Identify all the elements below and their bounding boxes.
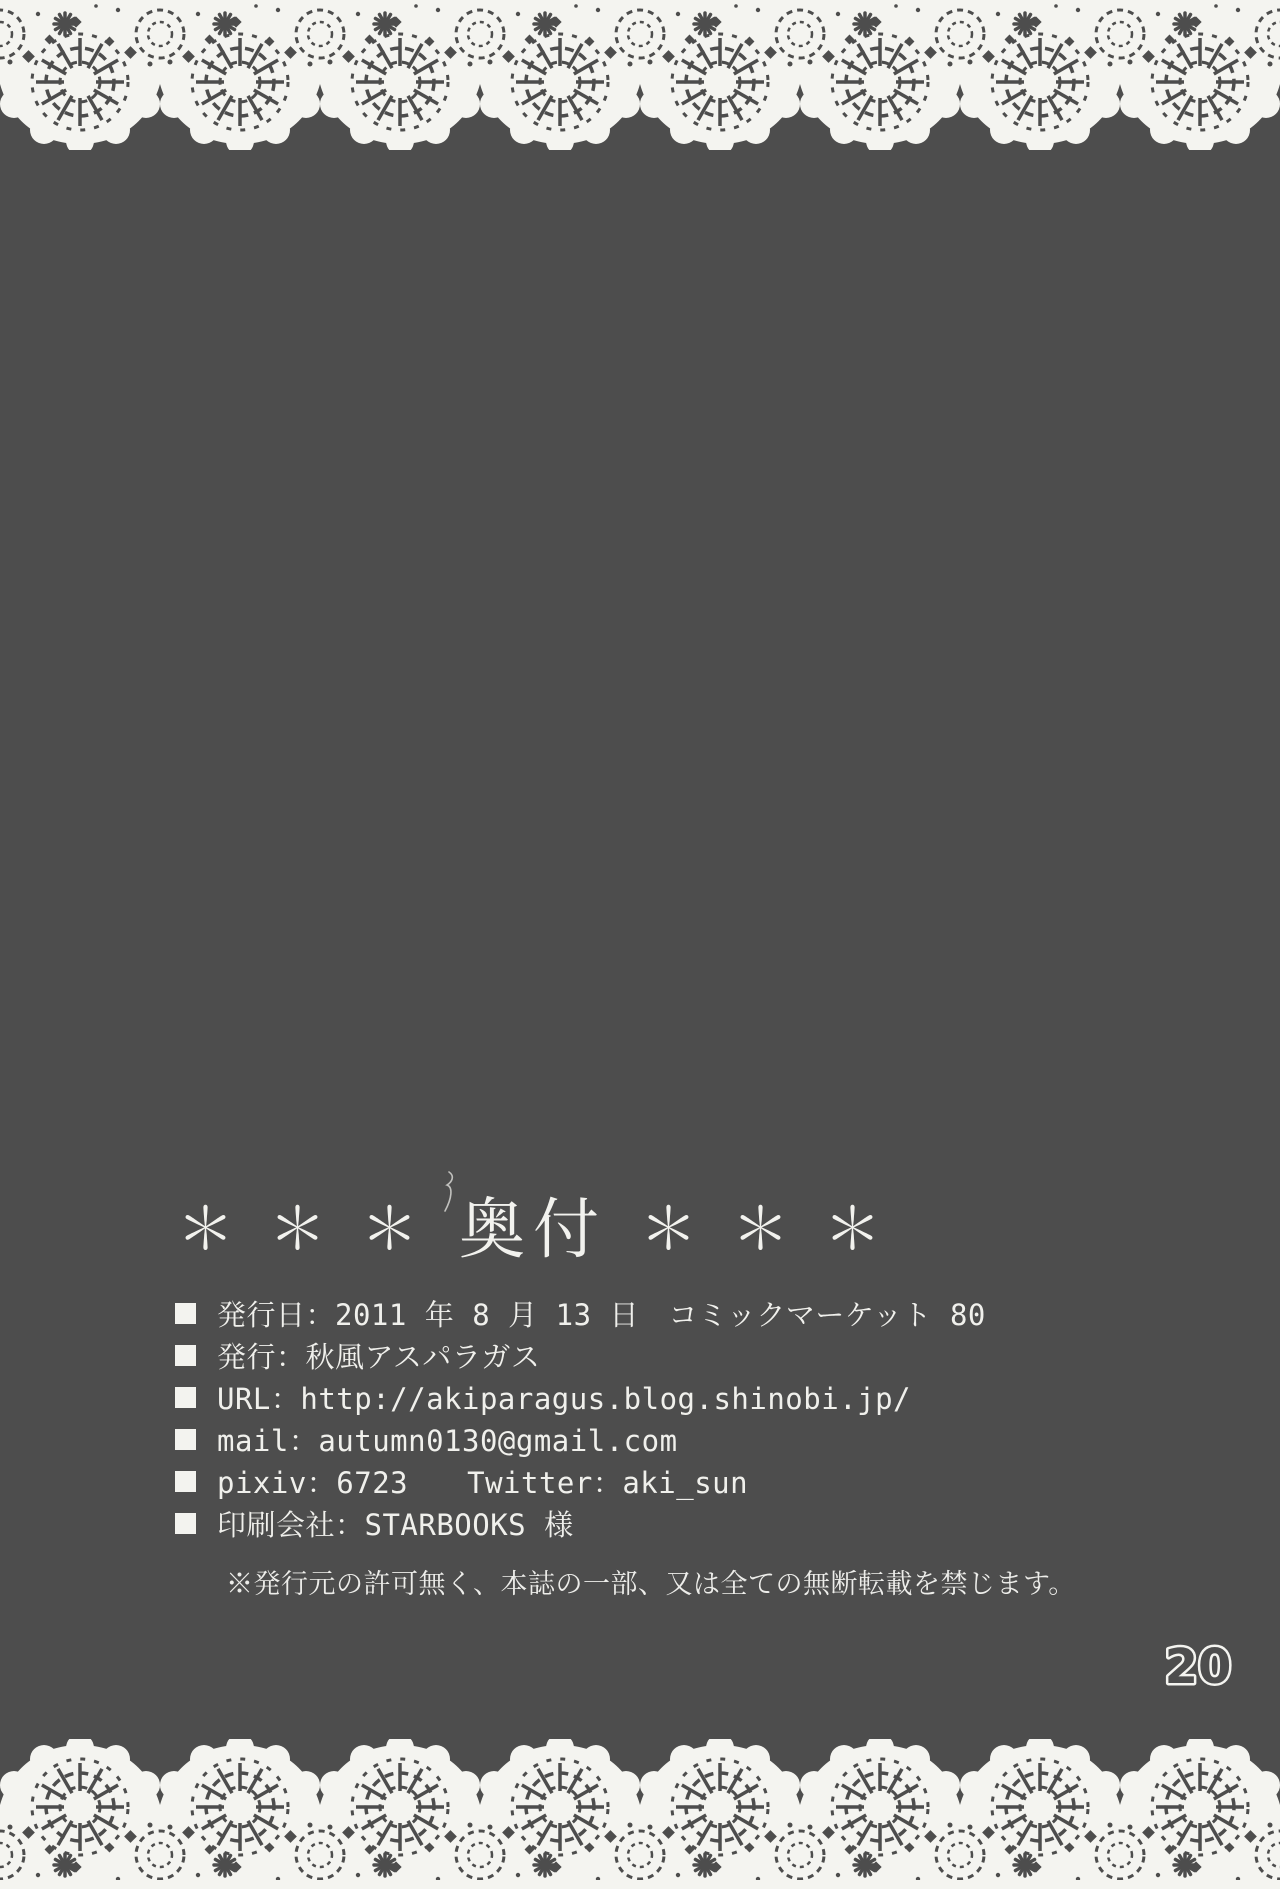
page-number — [1156, 1634, 1246, 1698]
square-bullet-icon — [175, 1303, 196, 1324]
entry-row-mail — [175, 1418, 1075, 1460]
reprint-prohibition-notice: ※発行元の許可無く、本誌の一部、又は全ての無断転載を禁じます。 — [226, 1569, 1076, 1599]
lace-border-top-decoration — [0, 0, 1280, 150]
entry-pixiv-twitter: pixiv：6723 Twitter：aki_sun — [217, 1465, 749, 1500]
square-bullet-icon — [175, 1429, 196, 1450]
title-text: 奥付 — [459, 1192, 607, 1266]
entry-url: URL：http://akiparagus.blog.shinobi.jp/ — [217, 1381, 912, 1416]
colophon-entries — [175, 1292, 1075, 1544]
square-bullet-icon — [175, 1471, 196, 1492]
entry-row-publication-date — [175, 1292, 1075, 1334]
entry-row-url — [175, 1376, 1075, 1418]
entry-printer: 印刷会社：STARBOOKS 様 — [217, 1507, 574, 1542]
square-bullet-icon — [175, 1513, 196, 1534]
title-stars-right: ＊＊＊ — [639, 1196, 916, 1262]
page-number-text: 20 — [1164, 1639, 1232, 1695]
entry-row-printer — [175, 1502, 1075, 1544]
entry-row-publisher — [175, 1334, 1075, 1376]
colophon-title — [0, 1176, 1058, 1271]
square-bullet-icon — [175, 1345, 196, 1366]
square-bullet-icon — [175, 1387, 196, 1408]
entry-publication-date: 発行日：2011 年 8 月 13 日 コミックマーケット 80 — [217, 1297, 986, 1332]
entry-row-pixiv-twitter — [175, 1460, 1075, 1502]
entry-publisher: 発行：秋風アスパラガス — [217, 1339, 541, 1374]
lace-border-bottom-decoration — [0, 1730, 1280, 1889]
entry-mail: mail：autumn0130@gmail.com — [217, 1423, 678, 1458]
title-stars-left: ＊＊＊ — [176, 1196, 453, 1262]
